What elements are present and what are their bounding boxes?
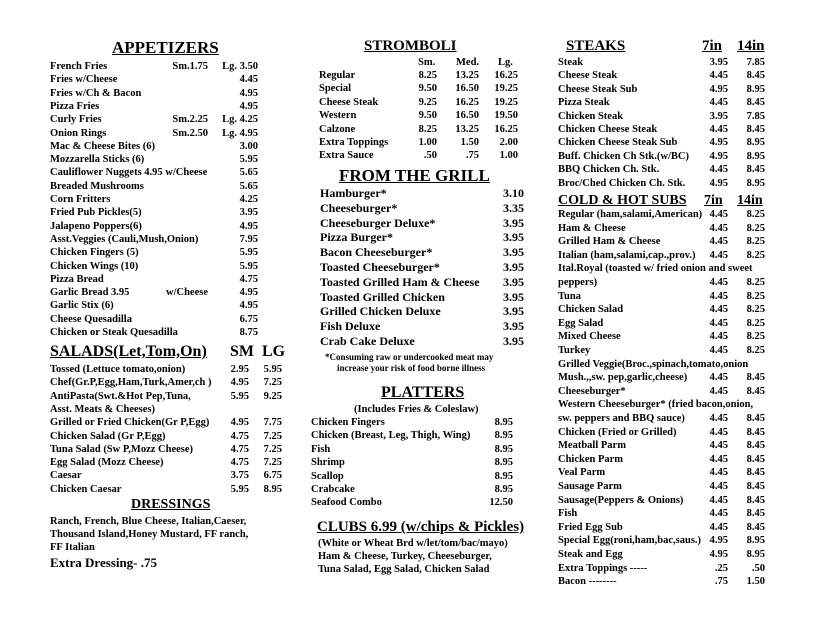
sub-name: Regular (ham,salami,American): [558, 209, 703, 220]
stromboli-name: Regular: [319, 70, 356, 81]
sub-price-14in: 8.25: [746, 249, 765, 261]
sub-price-7in: 4.45: [709, 453, 728, 465]
steaks-7in-header: 7in: [702, 38, 723, 54]
grill-item-price: 3.10: [503, 186, 524, 200]
sub-price-14in: 8.45: [746, 494, 765, 506]
stromboli-price-sm: 9.50: [418, 83, 437, 95]
steak-price-7in: 3.95: [709, 57, 728, 68]
stromboli-price-med: 13.25: [455, 123, 479, 135]
salad-price-lg: 7.25: [263, 457, 282, 469]
appetizer-name: Cauliflower Nuggets 4.95 w/Cheese: [50, 167, 208, 179]
stromboli-price-med: 16.50: [455, 110, 479, 122]
sub-name: Special Egg(roni,ham,bac,saus.): [558, 535, 702, 547]
dressings-line-2: Thousand Island,Honey Mustard, FF ranch,: [50, 529, 249, 540]
steak-price-14in: 8.95: [746, 177, 765, 189]
sub-price-7in: 4.45: [709, 385, 728, 397]
grill-item-name: Toasted Cheeseburger*: [320, 260, 440, 274]
sub-price-14in: 8.45: [746, 508, 765, 520]
salads-sm-header: SM: [230, 343, 254, 360]
sub-price-7in: 4.95: [709, 535, 728, 547]
salad-price-sm: 5.95: [230, 483, 249, 495]
sub-price-7in: 4.45: [709, 236, 728, 248]
sub-price-7in: 4.45: [709, 277, 728, 288]
steak-price-7in: 4.45: [709, 97, 728, 109]
sub-name: Turkey: [558, 345, 591, 356]
steak-name: Buff. Chicken Ch Stk.(w/BC): [558, 150, 689, 162]
appetizer-name: Garlic Bread 3.95: [50, 287, 130, 299]
grill-item-name: Bacon Cheeseburger*: [320, 245, 433, 260]
clubs-line-2: Ham & Cheese, Turkey, Cheeseburger,: [318, 551, 492, 562]
grill-item-name: Toasted Grilled Ham & Cheese: [320, 274, 480, 289]
steak-price-14in: 8.45: [746, 97, 765, 109]
sub-price-14in: 8.25: [746, 304, 765, 316]
sub-name: Meatball Parm: [558, 440, 626, 452]
sub-price-7in: 4.45: [709, 508, 728, 520]
stromboli-name: Western: [319, 110, 357, 122]
appetizer-name: Onion Rings: [50, 127, 107, 139]
appetizer-price: 4.95: [239, 220, 258, 232]
sub-name: Cheeseburger*: [558, 385, 626, 397]
sub-name: Chicken (Fried or Grilled): [558, 426, 677, 438]
appetizer-price: 5.95: [239, 260, 258, 272]
sub-name: sw. peppers and BBQ sauce): [558, 413, 685, 424]
steak-name: Chicken Steak: [558, 110, 624, 122]
sub-price-14in: 8.25: [746, 331, 765, 343]
stromboli-header-lg: Lg.: [498, 57, 513, 68]
stromboli-price-sm: 8.25: [418, 123, 437, 135]
sub-price-7in: 4.45: [709, 481, 728, 492]
salad-name: Caesar: [50, 470, 82, 482]
steak-price-14in: 8.45: [746, 70, 765, 82]
sub-name: Fish: [558, 508, 578, 520]
appetizer-price: 5.95: [239, 154, 258, 166]
platter-name: Crabcake: [311, 484, 355, 495]
sub-price-7in: 4.45: [709, 249, 728, 261]
sub-name: Grilled Veggie(Broc.,spinach,tomato,onion: [558, 358, 749, 370]
steak-price-7in: 4.45: [709, 70, 728, 82]
steak-name: Chicken Cheese Steak Sub: [558, 137, 678, 149]
appetizer-price: 7.95: [239, 233, 258, 245]
sub-name: Bacon --------: [558, 576, 617, 588]
grill-item-price: 3.95: [503, 260, 524, 274]
steak-price-14in: 7.85: [746, 110, 765, 122]
platter-price: 8.95: [494, 443, 513, 455]
sub-name: Chicken Parm: [558, 453, 624, 465]
platter-name: Seafood Combo: [311, 497, 382, 509]
grill-item-name: Toasted Grilled Chicken: [320, 289, 445, 304]
appetizer-name: French Fries: [50, 61, 108, 72]
stromboli-price-lg: 19.25: [494, 83, 518, 95]
sub-price-7in: 4.45: [709, 426, 728, 438]
sub-name: Egg Salad: [558, 317, 604, 329]
grill-item-name: Grilled Chicken Deluxe: [320, 304, 441, 319]
stromboli-title: STROMBOLI: [364, 38, 457, 54]
platter-price: 12.50: [489, 497, 513, 509]
appetizer-price: Lg. 3.50: [222, 61, 258, 72]
grill-item-price: 3.95: [503, 215, 524, 230]
platter-name: Scallop: [311, 470, 344, 482]
appetizer-name: Fries w/Ch & Bacon: [50, 87, 142, 99]
salad-price-lg: 7.25: [263, 430, 282, 442]
salad-name: Tossed (Lettuce tomato,onion): [50, 364, 186, 375]
appetizer-price-small: Sm.1.75: [172, 61, 208, 72]
salad-price-lg: 7.25: [263, 443, 282, 455]
appetizer-name: Curly Fries: [50, 114, 102, 126]
sub-name: Mixed Cheese: [558, 331, 621, 343]
sub-name: Grilled Ham & Cheese: [558, 236, 661, 248]
sub-name: Italian (ham,salami,cap.,prov.): [558, 249, 696, 261]
sub-name: Steak and Egg: [558, 549, 623, 560]
platter-price: 8.95: [494, 417, 513, 428]
salad-name: AntiPasta(Swt.&Hot Pep,Tuna,: [50, 390, 191, 402]
salad-price-lg: 6.75: [263, 470, 282, 482]
sub-price-7in: 4.45: [709, 290, 728, 302]
appetizer-name: Fried Pub Pickles(5): [50, 207, 142, 219]
stromboli-header-sm: Sm.: [418, 57, 436, 68]
platter-name: Chicken (Breast, Leg, Thigh, Wing): [311, 430, 471, 442]
steak-name: Broc/Ched Chicken Ch. Stk.: [558, 177, 686, 189]
stromboli-price-sm: 8.25: [418, 70, 437, 81]
stromboli-price-sm: .50: [423, 150, 437, 162]
sub-price-7in: 4.95: [709, 549, 728, 560]
salad-price-sm: 4.75: [230, 457, 249, 469]
appetizer-name: Garlic Stix (6): [50, 300, 114, 312]
sub-price-14in: 8.25: [746, 209, 765, 220]
platter-price: 8.95: [494, 457, 513, 469]
steak-price-14in: 7.85: [746, 57, 765, 68]
stromboli-price-med: 13.25: [455, 70, 479, 81]
grill-item-price: 3.95: [503, 304, 524, 319]
salad-price-sm: 2.95: [230, 364, 249, 375]
sub-name: peppers): [558, 277, 598, 288]
stromboli-name: Calzone: [319, 123, 356, 135]
stromboli-price-med: 16.50: [455, 83, 479, 95]
sub-price-14in: 8.25: [746, 222, 765, 234]
stromboli-price-lg: 2.00: [499, 137, 518, 148]
appetizer-price: 4.25: [239, 194, 258, 205]
salad-price-lg: 9.25: [263, 390, 282, 402]
dressings-title: DRESSINGS: [131, 497, 211, 512]
sub-name: Fried Egg Sub: [558, 521, 623, 533]
sub-name: Mush.,,sw. pep,garlic,cheese): [558, 372, 688, 384]
platter-price: 8.95: [494, 470, 513, 482]
appetizer-price: 3.95: [239, 207, 258, 219]
sub-price-14in: .50: [751, 562, 765, 574]
steak-name: Pizza Steak: [558, 97, 610, 109]
appetizer-name: Pizza Fries: [50, 100, 100, 112]
clubs-title: CLUBS 6.99 (w/chips & Pickles): [317, 519, 525, 535]
appetizer-name: Corn Fritters: [50, 194, 111, 205]
salad-price-sm: 4.95: [230, 417, 249, 429]
steak-price-7in: 4.45: [709, 164, 728, 176]
appetizer-name: Fries w/Cheese: [50, 74, 118, 86]
grill-note-1: *Consuming raw or undercooked meat may: [325, 352, 494, 362]
salad-name: Chicken Salad (Gr P,Egg): [50, 430, 166, 442]
sub-price-7in: 4.45: [709, 467, 728, 479]
salad-name: Chef(Gr.P,Egg,Ham,Turk,Amer,ch ): [50, 377, 212, 389]
sub-price-7in: 4.45: [709, 440, 728, 452]
sub-name: Sausage(Peppers & Onions): [558, 494, 684, 506]
platter-name: Fish: [311, 443, 331, 455]
grill-item-name: Fish Deluxe: [320, 319, 381, 334]
stromboli-price-med: 1.50: [460, 137, 479, 148]
sub-price-7in: 4.45: [709, 222, 728, 234]
appetizer-price: 5.65: [239, 180, 258, 192]
appetizer-name: Mozzarella Sticks (6): [50, 154, 145, 166]
salad-price-sm: 3.75: [230, 470, 249, 482]
sub-name: Tuna: [558, 290, 581, 302]
dressings-line-1: Ranch, French, Blue Cheese, Italian,Caeser,: [50, 516, 247, 527]
sub-price-14in: 8.25: [746, 317, 765, 329]
appetizer-name: Asst.Veggies (Cauli,Mush,Onion): [50, 233, 199, 245]
stromboli-price-sm: 9.25: [418, 96, 437, 108]
grill-item-price: 3.35: [503, 200, 524, 215]
platter-price: 8.95: [494, 484, 513, 495]
sub-price-14in: 8.25: [746, 277, 765, 288]
salad-price-lg: 8.95: [263, 483, 282, 495]
appetizer-price: 6.75: [239, 313, 258, 325]
appetizer-name: Chicken Fingers (5): [50, 247, 139, 259]
appetizer-name: Breaded Mushrooms: [50, 180, 144, 192]
stromboli-price-med: .75: [465, 150, 479, 162]
sub-name: Extra Toppings -----: [558, 562, 648, 574]
steak-name: Cheese Steak Sub: [558, 83, 638, 95]
appetizer-price: 4.75: [239, 273, 258, 285]
sub-price-14in: 8.45: [746, 413, 765, 424]
platters-subtitle: (Includes Fries & Coleslaw): [354, 404, 479, 415]
sub-name: Sausage Parm: [558, 481, 622, 492]
sub-name: Ham & Cheese: [558, 222, 626, 234]
steak-price-7in: 3.95: [709, 110, 728, 122]
sub-price-14in: 8.45: [746, 426, 765, 438]
sub-name: Veal Parm: [558, 467, 606, 479]
appetizer-price: Lg. 4.95: [222, 127, 258, 139]
grill-title: FROM THE GRILL: [339, 166, 490, 185]
grill-item-price: 3.95: [503, 289, 524, 304]
steak-name: Cheese Steak: [558, 70, 618, 82]
appetizer-price: 8.75: [239, 327, 258, 338]
sub-price-7in: .25: [714, 562, 728, 574]
sub-price-7in: 4.45: [709, 494, 728, 506]
grill-item-name: Pizza Burger*: [320, 230, 393, 245]
steak-price-14in: 8.45: [746, 164, 765, 176]
appetizer-price-small: Sm.2.25: [172, 114, 208, 126]
steak-price-14in: 8.95: [746, 83, 765, 95]
stromboli-name: Extra Toppings: [319, 137, 389, 148]
sub-price-14in: 8.45: [746, 481, 765, 492]
appetizer-price: 4.95: [239, 287, 258, 299]
steak-price-14in: 8.45: [746, 124, 765, 135]
stromboli-price-lg: 1.00: [499, 150, 518, 162]
salad-price-sm: 5.95: [230, 390, 249, 402]
sub-price-7in: .75: [714, 576, 728, 588]
salad-name: Tuna Salad (Sw P,Mozz Cheese): [50, 443, 194, 455]
steaks-title: STEAKS: [566, 38, 626, 54]
sub-price-7in: 4.45: [709, 317, 728, 329]
sub-price-14in: 8.95: [746, 535, 765, 547]
stromboli-name: Special: [319, 83, 352, 95]
sub-price-14in: 8.45: [746, 372, 765, 384]
appetizer-name: Chicken Wings (10): [50, 260, 139, 272]
grill-item-price: 3.95: [503, 274, 524, 289]
clubs-line-3: Tuna Salad, Egg Salad, Chicken Salad: [318, 564, 490, 575]
sub-price-14in: 1.50: [746, 576, 765, 588]
appetizer-price: 4.45: [239, 74, 258, 86]
steak-name: Steak: [558, 57, 584, 68]
clubs-line-1: (White or Wheat Brd w/let/tom/bac/mayo): [318, 538, 508, 549]
platter-name: Chicken Fingers: [311, 417, 385, 428]
grill-item-name: Cheeseburger*: [320, 200, 398, 215]
grill-item-price: 3.95: [503, 319, 524, 334]
stromboli-name: Cheese Steak: [319, 96, 379, 108]
grill-item-name: Cheeseburger Deluxe*: [320, 215, 436, 230]
steak-price-14in: 8.95: [746, 150, 765, 162]
stromboli-price-lg: 16.25: [494, 123, 518, 135]
salad-name: Chicken Caesar: [50, 483, 122, 495]
sub-price-14in: 8.95: [746, 549, 765, 560]
subs-14in-header: 14in: [737, 193, 763, 208]
platter-price: 8.95: [494, 430, 513, 442]
appetizer-price: 5.95: [239, 247, 258, 259]
platters-title: PLATTERS: [381, 384, 465, 401]
appetizer-name: Mac & Cheese Bites (6): [50, 140, 155, 152]
sub-price-14in: 8.45: [746, 440, 765, 452]
sub-price-14in: 8.45: [746, 521, 765, 533]
stromboli-name: Extra Sauce: [319, 150, 374, 162]
sub-name: Western Cheeseburger* (fried bacon,onion,: [558, 399, 754, 411]
grill-item-name: Crab Cake Deluxe: [320, 334, 415, 348]
salad-price-lg: 5.95: [263, 364, 282, 375]
grill-item-price: 3.95: [503, 230, 524, 245]
sub-price-14in: 8.25: [746, 290, 765, 302]
salad-name: Asst. Meats & Cheeses): [50, 403, 155, 415]
salad-price-sm: 4.95: [230, 377, 249, 389]
sub-price-14in: 8.25: [746, 236, 765, 248]
sub-price-14in: 8.45: [746, 385, 765, 397]
appetizer-price: 4.95: [239, 300, 258, 312]
stromboli-price-sm: 1.00: [418, 137, 437, 148]
steak-price-7in: 4.95: [709, 177, 728, 189]
stromboli-price-lg: 19.25: [494, 96, 518, 108]
appetizer-price-small: Sm.2.50: [172, 127, 208, 139]
grill-item-name: Hamburger*: [320, 186, 387, 200]
appetizer-price: Lg. 4.25: [222, 114, 258, 126]
salad-name: Grilled or Fried Chicken(Gr P,Egg): [50, 417, 210, 429]
subs-7in-header: 7in: [704, 193, 723, 208]
appetizer-price: 3.00: [239, 140, 258, 152]
appetizer-price: 5.65: [239, 167, 258, 179]
extra-dressing: Extra Dressing- .75: [50, 555, 158, 570]
sub-price-14in: 8.45: [746, 467, 765, 479]
sub-price-7in: 4.45: [709, 331, 728, 343]
sub-price-7in: 4.45: [709, 413, 728, 424]
sub-price-14in: 8.25: [746, 345, 765, 356]
stromboli-price-lg: 16.25: [494, 70, 518, 81]
grill-item-price: 3.95: [503, 245, 524, 260]
salad-price-lg: 7.75: [263, 417, 282, 429]
appetizer-price: 4.95: [239, 100, 258, 112]
sub-price-7in: 4.45: [709, 209, 728, 220]
stromboli-price-med: 16.25: [455, 96, 479, 108]
salads-title: SALADS(Let,Tom,On): [50, 343, 207, 360]
stromboli-price-lg: 19.50: [494, 110, 518, 122]
sub-price-7in: 4.45: [709, 521, 728, 533]
steak-price-7in: 4.95: [709, 150, 728, 162]
steak-name: Chicken Cheese Steak: [558, 124, 658, 135]
stromboli-header-med: Med.: [456, 57, 480, 68]
salad-price-lg: 7.25: [263, 377, 282, 389]
appetizer-name: Cheese Quesadilla: [50, 313, 132, 325]
salad-name: Egg Salad (Mozz Cheese): [50, 457, 164, 469]
sub-name: Ital.Royal (toasted w/ fried onion and sweet: [558, 263, 753, 275]
sub-name: Chicken Salad: [558, 304, 624, 316]
steaks-14in-header: 14in: [737, 38, 765, 54]
grill-note-2: increase your risk of food borne illness: [337, 363, 486, 373]
steak-price-7in: 4.95: [709, 137, 728, 149]
grill-item-price: 3.95: [503, 334, 524, 348]
appetizer-name: Jalapeno Poppers(6): [50, 220, 142, 232]
stromboli-price-sm: 9.50: [418, 110, 437, 122]
sub-price-7in: 4.45: [709, 372, 728, 384]
appetizer-price: 4.95: [239, 87, 258, 99]
appetizer-price-small: w/Cheese: [166, 287, 208, 299]
steak-name: BBQ Chicken Ch. Stk.: [558, 164, 660, 176]
steak-price-7in: 4.45: [709, 124, 728, 135]
sub-price-7in: 4.45: [709, 345, 728, 356]
subs-title: COLD & HOT SUBS: [558, 193, 687, 208]
salad-price-sm: 4.75: [230, 443, 249, 455]
platter-name: Shrimp: [311, 457, 345, 469]
sub-price-14in: 8.45: [746, 453, 765, 465]
appetizers-title: APPETIZERS: [112, 38, 219, 57]
sub-price-7in: 4.45: [709, 304, 728, 316]
steak-price-7in: 4.95: [709, 83, 728, 95]
appetizer-name: Pizza Bread: [50, 273, 104, 285]
steak-price-14in: 8.95: [746, 137, 765, 149]
salads-lg-header: LG: [262, 343, 286, 360]
dressings-line-3: FF Italian: [50, 542, 95, 553]
salad-price-sm: 4.75: [230, 430, 249, 442]
appetizer-name: Chicken or Steak Quesadilla: [50, 327, 178, 338]
